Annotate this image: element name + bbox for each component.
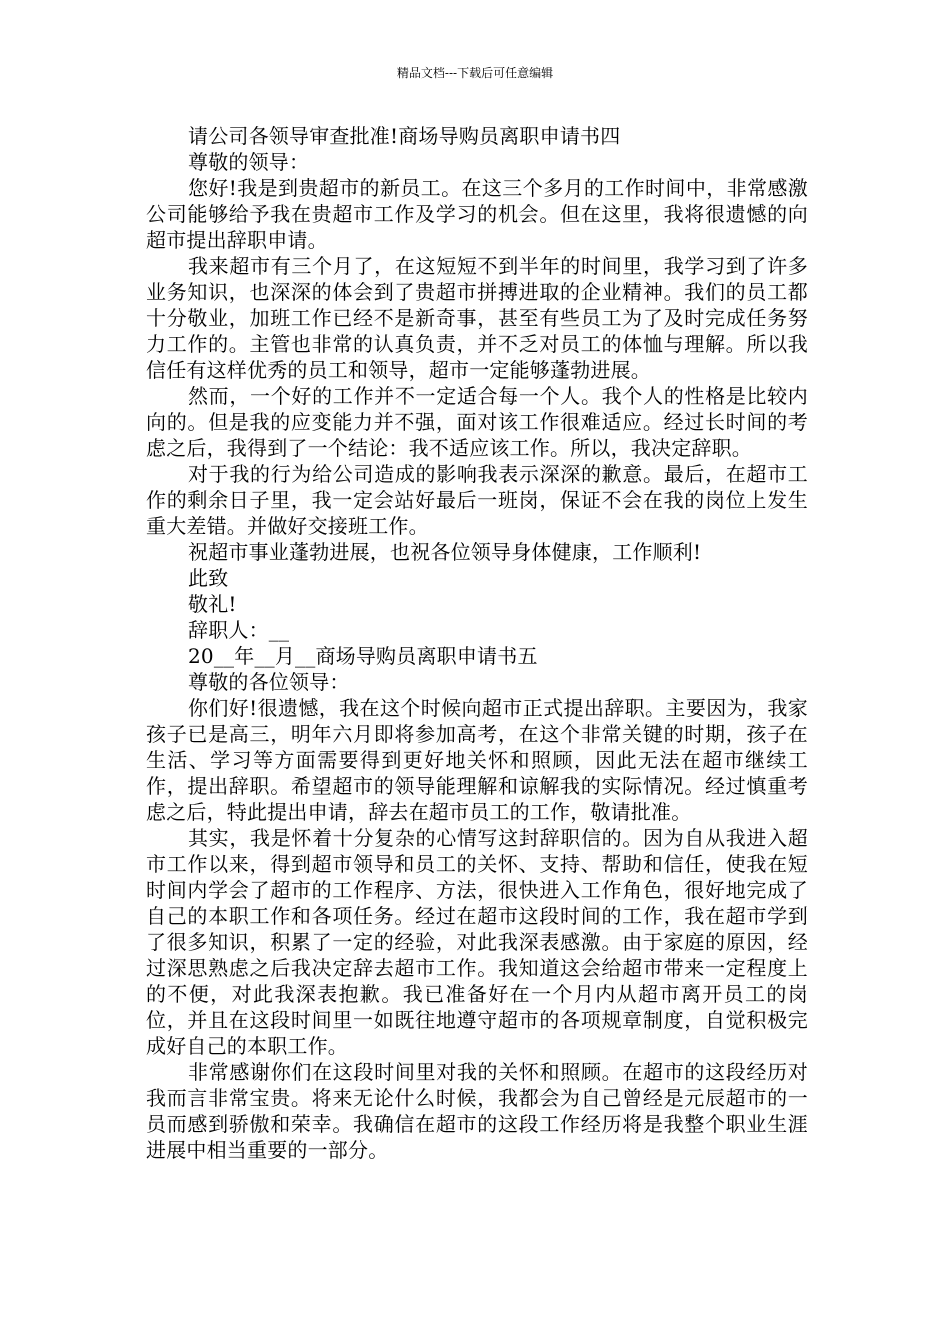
paragraph-letter-closing-title: 请公司各领导审查批准!商场导购员离职申请书四 xyxy=(188,124,621,148)
paragraph-body: 然而，一个好的工作并不一定适合每一个人。我个人的性格是比较内向的。但是我的应变能力并不强，面对该工作很难适应。经过长时间的考虑之后，我得到了一个结论：我不适应该工作。所以，我决定辞职。 xyxy=(146,384,808,460)
paragraph-body: 你们好!很遗憾，我在这个时候向超市正式提出辞职。主要因为，我家孩子已是高三，明年六月即将参加高考，在这个非常关键的时期，孩子在生活、学习等方面需要得到更好地关怀和照顾，因此无法在超市继续工作，提出辞职。希望超市的领导能理解和谅解我的实际情况。经过慎重考虑之后，特此提出申请，辞去在超市员工的工作，敬请批准。 xyxy=(146,696,808,824)
document-body xyxy=(146,123,808,1163)
paragraph-body: 您好!我是到贵超市的新员工。在这三个多月的工作时间中，非常感激公司能够给予我在贵超市工作及学习的机会。但在这里，我将很遗憾的向超市提出辞职申请。 xyxy=(146,176,808,252)
paragraph-body: 其实，我是怀着十分复杂的心情写这封辞职信的。因为自从我进入超市工作以来，得到超市领导和员工的关怀、支持、帮助和信任，使我在短时间内学会了超市的工作程序、方法，很快进入工作角色，很好地完成了自己的本职工作和各项任务。经过在超市这段时间的工作，我在超市学到了很多知识，积累了一定的经验，对此我深表感激。由于家庭的原因，经过深思熟虑之后我决定辞去超市工作。我知道这会给超市带来一定程度上的不便，对此我深表抱歉。我已准备好在一个月内从超市离开员工的岗位，并且在这段时间里一如既往地遵守超市的各项规章制度，自觉积极完成好自己的本职工作。 xyxy=(146,826,808,1058)
page-header: 精品文档---下载后可任意编辑 xyxy=(396,66,554,80)
paragraph-salutation: 尊敬的各位领导： xyxy=(188,670,350,694)
paragraph-closing: 此致 xyxy=(188,566,229,590)
paragraph-signature: 辞职人：__ xyxy=(188,618,290,642)
paragraph-wishes: 祝超市事业蓬勃进展，也祝各位领导身体健康，工作顺利! xyxy=(188,540,702,564)
paragraph-closing: 敬礼! xyxy=(188,592,237,616)
paragraph-body: 对于我的行为给公司造成的影响我表示深深的歉意。最后，在超市工作的剩余日子里，我一定会站好最后一班岗，保证不会在我的岗位上发生重大差错。并做好交接班工作。 xyxy=(146,462,808,538)
paragraph-salutation: 尊敬的领导： xyxy=(188,150,310,174)
paragraph-body: 非常感谢你们在这段时间里对我的关怀和照顾。在超市的这段经历对我而言非常宝贵。将来无论什么时候，我都会为自己曾经是元辰超市的一员而感到骄傲和荣幸。我确信在超市的这段工作经历将是我整个职业生涯进展中相当重要的一部分。 xyxy=(146,1060,808,1162)
paragraph-date-title: 20__年__月__商场导购员离职申请书五 xyxy=(188,644,538,668)
paragraph-body: 我来超市有三个月了，在这短短不到半年的时间里，我学习到了许多业务知识，也深深的体会到了贵超市拼搏进取的企业精神。我们的员工都十分敬业，加班工作已经不是新奇事，甚至有些员工为了及时完成任务努力工作的。主管也非常的认真负责，并不乏对员工的体恤与理解。所以我信任有这样优秀的员工和领导，超市一定能够蓬勃进展。 xyxy=(146,254,808,382)
